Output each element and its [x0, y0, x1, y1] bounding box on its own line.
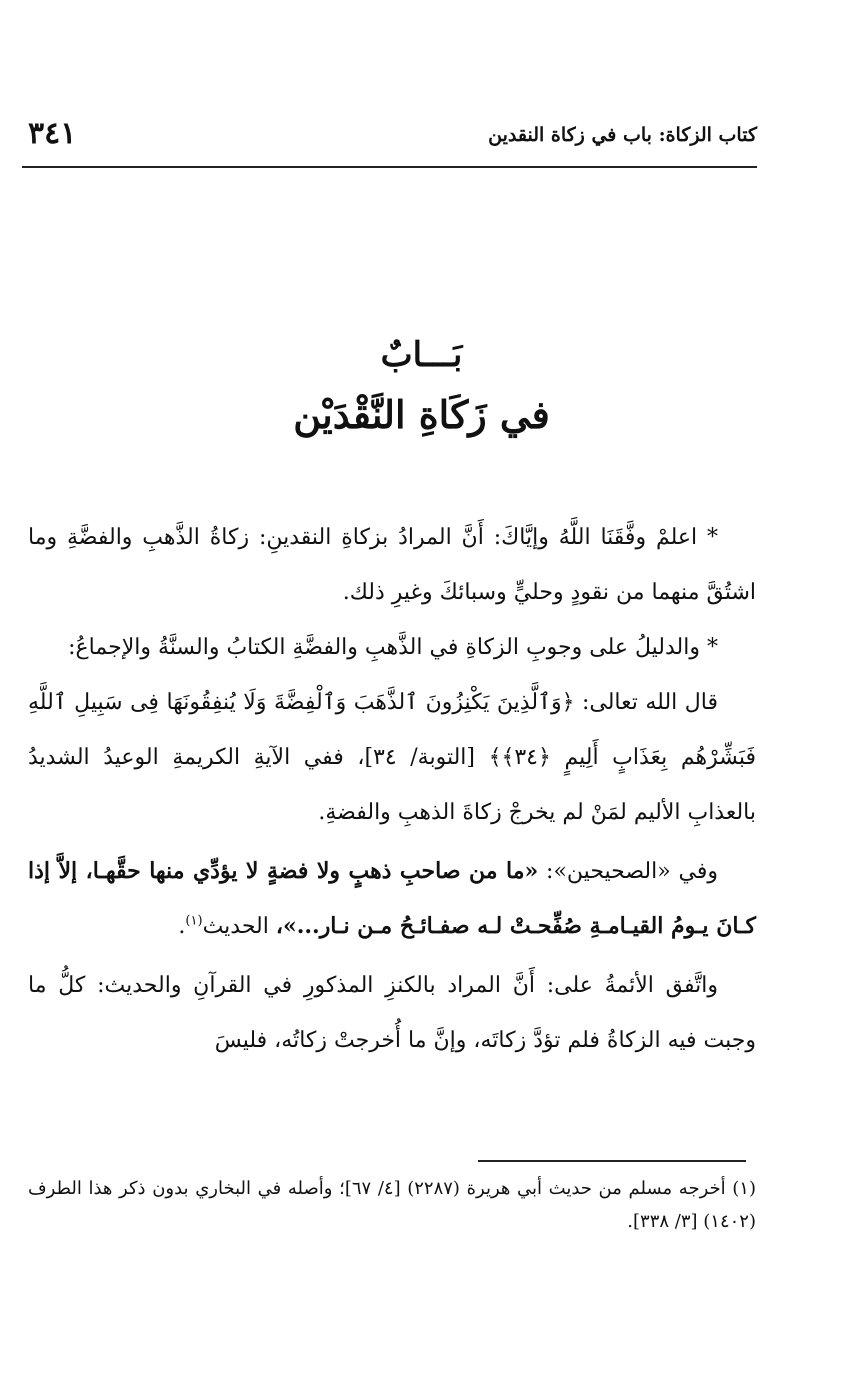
footnote-1: (١) أخرجه مسلم من حديث أبي هريرة (٢٢٨٧) [٤/ ٦٧]؛ وأصله في البخاري بدون ذكر هذا الطرف (١٤٠٢) [٣/ ٣٣٨]. — [28, 1178, 756, 1232]
hadith-lead: وفي «الصحيحين»: — [538, 859, 718, 884]
hadith-end: . — [178, 914, 186, 939]
body-text — [28, 510, 756, 1068]
page-number: ٣٤١ — [28, 116, 77, 151]
paragraph-consensus: واتَّفق الأئمةُ على: أَنَّ المراد بالكنزِ المذكورِ في القرآنِ والحديث: كلُّ ما وجبت فيه الزكاةُ فلم تؤدَّ زكاتَه، وإنَّ ما أُخرجتْ زكاتُه، فليسَ — [28, 973, 756, 1053]
page-header — [22, 112, 757, 168]
hadith-quote: «ما من صاحبِ ذهبٍ ولا فضةٍ لا يؤدِّي منها حقَّهـا، إلاَّ إذا كـانَ يـومُ القيـامـةِ صُفِّحـتْ لـه صفـائـحُ مـن نـار...»، — [28, 858, 756, 939]
chapter-title: في زَكَاةِ النَّقْدَيْن — [293, 392, 550, 437]
footnote-reference[interactable]: (١) — [185, 913, 203, 929]
running-title: كتاب الزكاة: باب في زكاة النقدين — [488, 124, 757, 146]
footnotes — [28, 1172, 756, 1238]
paragraph-evidence: * والدليلُ على وجوبِ الزكاةِ في الذَّهبِ والفضَّةِ الكتابُ والسنَّةُ والإجماعُ: — [68, 635, 718, 660]
footnote-divider — [478, 1160, 746, 1162]
chapter-word: بَـــابٌ — [380, 335, 463, 375]
paragraph-definition: * اعلمْ وفَّقَنَا اللَّهُ وإيَّاكَ: أَنَّ المرادُ بزكاةِ النقدينِ: زكاةُ الذَّهبِ والفضَّةِ وما اشتُقَّ منهما من نقودٍ وحليٍّ وسبائكَ وغيرِ ذلك. — [28, 525, 756, 605]
hadith-tail: الحديث — [202, 914, 276, 939]
paragraph-hadith — [28, 844, 756, 954]
paragraph-quran-verse: قال الله تعالى: ﴿وَٱلَّذِينَ يَكْنِزُونَ ٱلذَّهَبَ وَٱلْفِضَّةَ وَلَا يُنفِقُونَهَا فِى سَبِيلِ ٱللَّهِ فَبَشِّرْهُم بِعَذَابٍ أَلِيمٍ ﴿٣٤﴾﴾ [التوبة/ ٣٤]، ففي الآيةِ الكريمةِ الوعيدُ الشديدُ بالعذابِ الأليم لمَنْ لم يخرجْ زكاةَ الذهبِ والفضةِ. — [28, 690, 756, 825]
